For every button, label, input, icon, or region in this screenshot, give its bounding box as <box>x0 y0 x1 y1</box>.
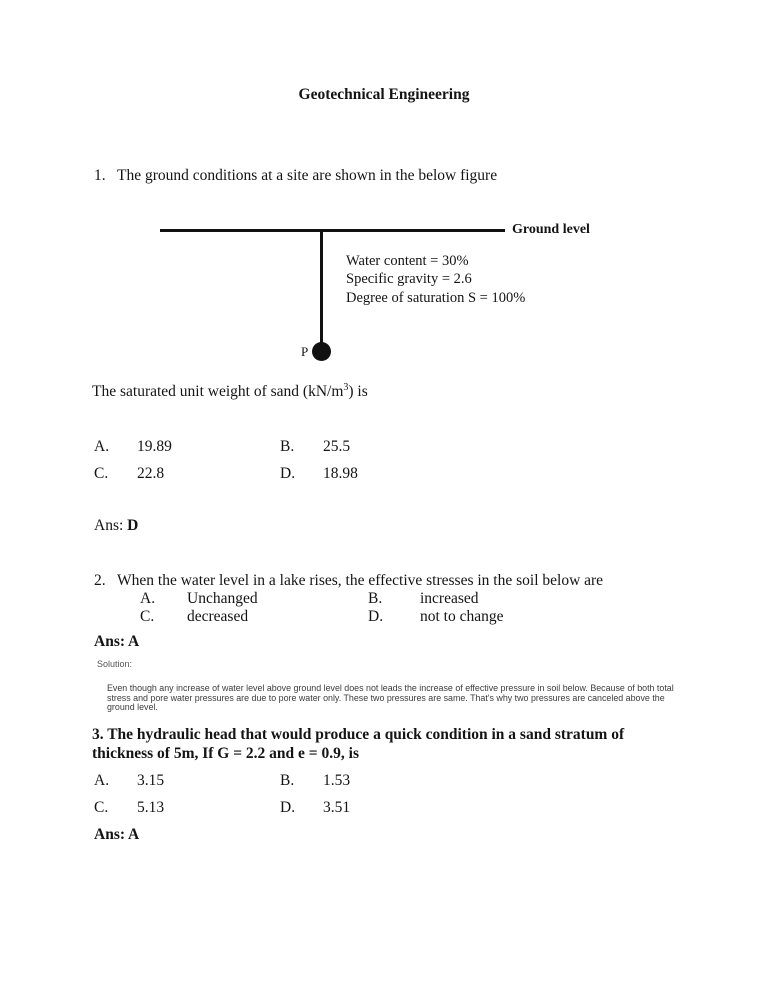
q2-options-row-2 <box>0 608 768 626</box>
question-2-number: 2. <box>94 572 106 589</box>
q1-option-a-label: A. <box>94 438 110 455</box>
question-2 <box>94 572 603 590</box>
solution-line-2: stress and pore water pressures are due to pore water only. These two pressures are same. That's why two pressures are canceled above the <box>107 692 665 703</box>
q3-option-a-value: 3.15 <box>137 772 165 789</box>
question-3-line-2: thickness of 5m, If G = 2.2 and e = 0.9, is <box>92 744 359 762</box>
q3-options-row-1 <box>0 772 768 790</box>
q1-answer-value: D <box>127 517 139 534</box>
q3-option-c-label: C. <box>94 799 109 816</box>
solution-label: Solution: <box>97 659 133 669</box>
q2-answer: Ans: A <box>94 633 140 650</box>
q3-options-row-2 <box>0 799 768 817</box>
solution-line-3: ground level. <box>107 702 158 713</box>
point-p-marker <box>312 342 331 361</box>
q2-option-c-value: decreased <box>187 608 249 625</box>
ground-level-label: Ground level <box>512 222 590 237</box>
page-title: Geotechnical Engineering <box>298 86 470 103</box>
saturation-line: Degree of saturation S = 100% <box>346 289 526 306</box>
question-3-line-1: 3. The hydraulic head that would produce a quick condition in a sand stratum of <box>92 726 625 743</box>
q1-option-c-label: C. <box>94 465 109 482</box>
question-1-number: 1. <box>94 167 106 184</box>
q3-option-b-label: B. <box>280 772 295 789</box>
q1-options-row-1 <box>0 438 768 456</box>
solution-line-1: Even though any increase of water level above ground level does not leads the increase of effective pressure in soil below. Because of both total <box>107 683 674 693</box>
q1-option-b-value: 25.5 <box>323 438 351 455</box>
question-3 <box>92 726 624 764</box>
ground-surface-line <box>160 229 505 232</box>
q1-option-a-value: 19.89 <box>137 438 172 455</box>
q2-option-b-value: increased <box>420 590 479 607</box>
q2-option-a-label: A. <box>140 590 156 607</box>
solution-paragraph <box>107 684 674 713</box>
question-1 <box>94 167 497 185</box>
borehole-line <box>320 230 323 344</box>
q2-option-c-label: C. <box>140 608 155 625</box>
subtext-part1: The saturated unit weight of sand (kN/m <box>92 383 344 400</box>
question-1-text: The ground conditions at a site are shown in the below figure <box>117 167 498 184</box>
q3-option-d-label: D. <box>280 799 296 816</box>
q1-option-b-label: B. <box>280 438 295 455</box>
subtext-part2: ) is <box>348 383 368 400</box>
point-p-label: P <box>301 344 309 359</box>
specific-gravity-line: Specific gravity = 2.6 <box>346 271 472 288</box>
q3-option-b-value: 1.53 <box>323 772 351 789</box>
q1-option-d-value: 18.98 <box>323 465 358 482</box>
q3-option-c-value: 5.13 <box>137 799 165 816</box>
q2-option-d-value: not to change <box>420 608 504 625</box>
q1-answer <box>94 517 138 535</box>
q1-answer-prefix: Ans: <box>94 517 128 534</box>
q3-option-a-label: A. <box>94 772 110 789</box>
q2-option-a-value: Unchanged <box>187 590 258 607</box>
q3-answer: Ans: A <box>94 826 140 843</box>
water-content-line: Water content = 30% <box>346 253 469 269</box>
soil-properties-block <box>346 252 525 307</box>
question-1-subtext <box>92 383 368 401</box>
q2-option-b-label: B. <box>368 590 383 607</box>
q1-option-c-value: 22.8 <box>137 465 165 482</box>
question-2-text: When the water level in a lake rises, the effective stresses in the soil below are <box>117 572 604 589</box>
subtext-superscript: 3 <box>343 381 349 393</box>
q1-option-d-label: D. <box>280 465 296 482</box>
q2-options-row-1 <box>0 590 768 608</box>
q3-option-d-value: 3.51 <box>323 799 351 816</box>
q1-options-row-2 <box>0 465 768 483</box>
q2-option-d-label: D. <box>368 608 384 625</box>
